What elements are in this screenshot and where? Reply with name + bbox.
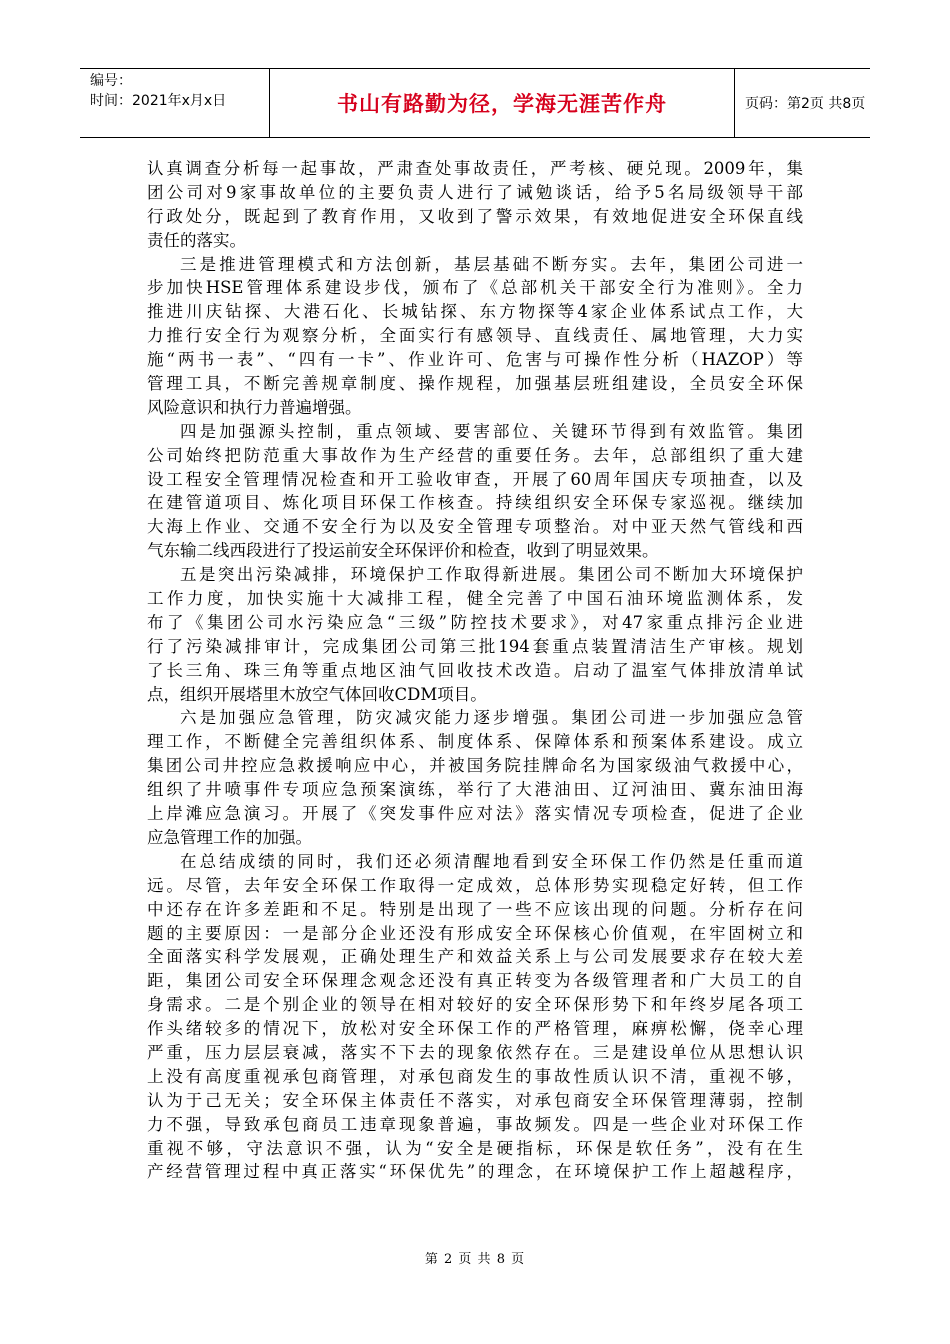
body-text-line: 应急管理工作的加强。 <box>147 827 312 847</box>
body-text-line: 责任的落实。 <box>147 230 246 250</box>
body-text-line: 工作力度，加快实施十大减排工程，健全完善了中国石油环境监测体系，发 <box>147 589 803 609</box>
header-slogan: 书山有路勤为径，学海无涯苦作舟 <box>270 69 735 137</box>
body-text-line: 上没有高度重视承包商管理，对承包商发生的事故性质认识不清，重视不够， <box>147 1066 803 1086</box>
body-text-line: 行政处分，既起到了教育作用，又收到了警示效果，有效地促进安全环保直线 <box>147 206 803 226</box>
body-text-line: 布了《集团公司水污染应急“三级”防控技术要求》，对47家重点排污企业进 <box>147 612 803 632</box>
body-text-line: 中还存在许多差距和不足。特别是出现了一些不应该出现的问题。分析存在问 <box>147 899 803 919</box>
body-text-line: 团公司对9家事故单位的主要负责人进行了诫勉谈话，给予5名局级领导干部 <box>147 182 803 202</box>
body-text-line: 重视不够，守法意识不强，认为“安全是硬指标，环保是软任务”，没有在生 <box>147 1138 803 1158</box>
body-text-line: 集团公司井控应急救援响应中心，并被国务院挂牌命名为国家级油气救援中心， <box>147 756 803 776</box>
body-text-line: 设工程安全管理情况检查和开工验收审查，开展了60周年国庆专项抽查，以及 <box>147 469 803 489</box>
body-text-line: 气东输二线西段进行了投运前安全环保评价和检查，收到了明显效果。 <box>147 541 659 561</box>
header-meta <box>80 69 270 137</box>
page-footer: 第 2 页 共 8 页 <box>424 1252 526 1267</box>
header-page-info: 页码：第2页 共8页 <box>745 96 866 112</box>
body-text-line: 六是加强应急管理，防灾减灾能力逐步增强。集团公司进一步加强应急管 <box>180 708 803 728</box>
body-text-line: 认真调查分析每一起事故，严肃查处事故责任，严考核、硬兑现。2009年，集 <box>147 159 803 178</box>
document-number-label: 编号： <box>90 73 132 89</box>
body-text-line: 在总结成绩的同时，我们还必须清醒地看到安全环保工作仍然是任重而道 <box>180 851 803 871</box>
body-text-line: 推进川庆钻探、大港石化、长城钻探、东方物探等4家企业体系试点工作，大 <box>147 302 803 322</box>
body-text-line: 公司始终把防范重大事故作为生产经营的重要任务。去年，总部组织了重大建 <box>147 445 803 465</box>
body-text-line: 力推行安全行为观察分析，全面实行有感领导、直线责任、属地管理，大力实 <box>147 326 803 346</box>
body-text-line: 管理工具，不断完善规章制度、操作规程，加强基层班组建设，全员安全环保 <box>147 374 803 394</box>
body-text-line: 理工作，不断健全完善组织体系、制度体系、保障体系和预案体系建设。成立 <box>147 732 803 752</box>
document-date: 时间：2021年x月x日 <box>90 93 227 109</box>
body-text-line: 力不强，导致承包商员工违章现象普遍，事故频发。四是一些企业对环保工作 <box>147 1114 803 1134</box>
body-text-line: 四是加强源头控制，重点领域、要害部位、关键环节得到有效监管。集团 <box>180 421 803 441</box>
body-text-line: 步加快HSE管理体系建设步伐，颁布了《总部机关干部安全行为准则》。全力 <box>147 278 803 298</box>
body-text-line: 作头绪较多的情况下，放松对安全环保工作的严格管理，麻痹松懈，侥幸心理 <box>147 1019 803 1039</box>
body-text-line: 在建管道项目、炼化项目环保工作核查。持续组织安全环保专家巡视。继续加 <box>147 493 803 513</box>
body-text-line: 题的主要原因：一是部分企业还没有形成安全环保核心价值观，在牢固树立和 <box>147 923 803 943</box>
document-header <box>80 68 870 138</box>
body-text-line: 五是突出污染减排，环境保护工作取得新进展。集团公司不断加大环境保护 <box>180 565 803 585</box>
body-text-line: 远。尽管，去年安全环保工作取得一定成效，总体形势实现稳定好转，但工作 <box>147 875 803 895</box>
body-text-line: 大海上作业、交通不安全行为以及安全管理专项整治。对中亚天然气管线和西 <box>147 517 803 537</box>
body-text-line: 距，集团公司安全环保理念观念还没有真正转变为各级管理者和广大员工的自 <box>147 971 803 991</box>
body-text-line: 严重，压力层层衰减，落实不下去的现象依然存在。三是建设单位从思想认识 <box>147 1042 803 1062</box>
body-text-line: 行了污染减排审计，完成集团公司第三批194套重点装置清洁生产审核。规划 <box>147 636 803 656</box>
body-text-line: 了长三角、珠三角等重点地区油气回收技术改造。启动了温室气体排放清单试 <box>147 660 803 680</box>
body-text-line: 身需求。二是个别企业的领导在相对较好的安全环保形势下和年终岁尾各项工 <box>147 995 803 1015</box>
document-body <box>147 157 803 1184</box>
body-text-line: 点，组织开展塔里木放空气体回收CDM项目。 <box>147 684 487 704</box>
body-text-line: 认为于己无关；安全环保主体责任不落实，对承包商安全环保管理薄弱，控制 <box>147 1090 803 1110</box>
body-text-line: 施“两书一表”、“四有一卡”、作业许可、危害与可操作性分析（HAZOP）等 <box>147 350 803 370</box>
body-text-line: 风险意识和执行力普遍增强。 <box>147 397 362 417</box>
body-text-line: 全面落实科学发展观，正确处理生产和效益关系上与公司发展要求存在较大差 <box>147 947 803 967</box>
body-text-line: 组织了井喷事件专项应急预案演练，举行了大港油田、辽河油田、冀东油田海 <box>147 780 803 800</box>
body-text-line: 产经营管理过程中真正落实“环保优先”的理念，在环境保护工作上超越程序， <box>147 1162 803 1182</box>
body-text-line: 上岸滩应急演习。开展了《突发事件应对法》落实情况专项检查，促进了企业 <box>147 804 803 824</box>
body-text-line: 三是推进管理模式和方法创新，基层基础不断夯实。去年，集团公司进一 <box>180 254 803 274</box>
